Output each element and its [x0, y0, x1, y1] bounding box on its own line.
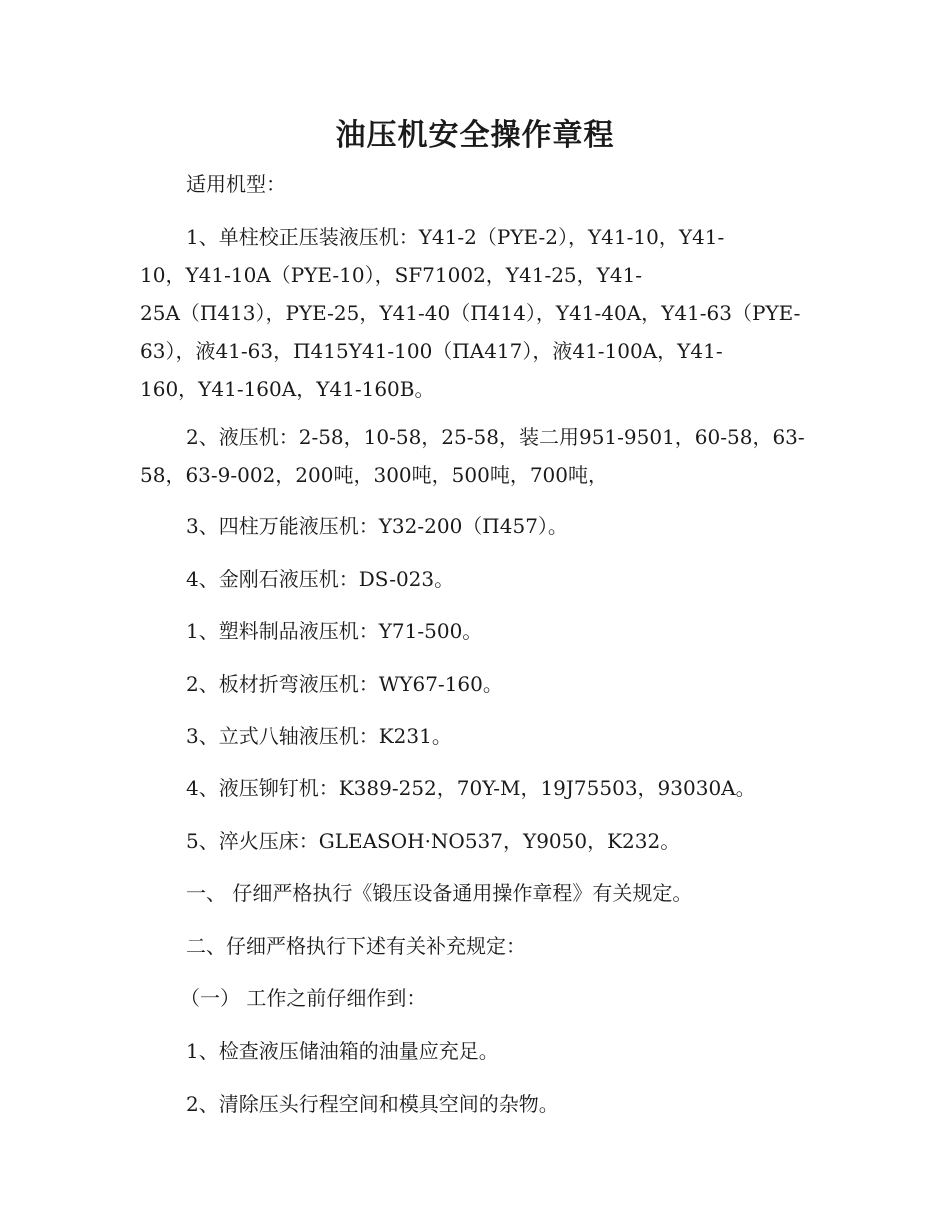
section-heading-1: 一、 仔细严格执行《锻压设备通用操作章程》有关规定。 — [186, 881, 693, 905]
paragraph-item4: 4、金刚石液压机：DS-023。 — [186, 567, 455, 591]
paragraph-item8: 4、液压铆钉机：K389-252，70Y-M，19J75503，93030A。 — [186, 776, 756, 800]
applicable-models-label: 适用机型： — [186, 172, 286, 196]
paragraph-line: 2、液压机：2-58，10-58，25-58，装二用951-9501，60-58，63- — [186, 425, 805, 449]
step-2: 2、清除压头行程空间和模具空间的杂物。 — [186, 1092, 559, 1116]
paragraph-item5: 1、塑料制品液压机：Y71-500。 — [186, 619, 483, 643]
document-title: 油压机安全操作章程 — [335, 118, 615, 153]
paragraph-line: 58，63-9-002，200吨，300吨，500吨，700吨， — [140, 463, 609, 487]
paragraph-line: 160，Y41-160A，Y41-160B。 — [140, 377, 435, 401]
paragraph-item6: 2、板材折弯液压机：WY67-160。 — [186, 672, 503, 696]
paragraph-item1 — [140, 218, 810, 408]
paragraph-item2 — [140, 418, 810, 494]
paragraph-line: 25A（П413），PYE-25，Y41-40（П414），Y41-40A，Y41-63（PYE- — [140, 301, 801, 325]
paragraph-item9: 5、淬火压床：GLEASOH·NO537，Y9050，K232。 — [186, 829, 681, 853]
paragraph-item3: 3、四柱万能液压机：Y32-200（П457）。 — [186, 514, 568, 538]
paragraph-line: 63），液41-63，П415Y41-100（ПA417），液41-100A，Y41- — [140, 339, 723, 363]
step-1: 1、检查液压储油箱的油量应充足。 — [186, 1039, 499, 1063]
section-heading-2: 二、仔细严格执行下述有关补充规定： — [186, 934, 526, 958]
subsection-heading-1: （一） 工作之前仔细作到： — [180, 986, 427, 1010]
paragraph-line: 1、单柱校正压装液压机：Y41-2（PYE-2），Y41-10，Y41- — [186, 225, 725, 249]
paragraph-item7: 3、立式八轴液压机：K231。 — [186, 724, 452, 748]
paragraph-line: 10，Y41-10A（PYE-10），SF71002，Y41-25，Y41- — [140, 263, 643, 287]
